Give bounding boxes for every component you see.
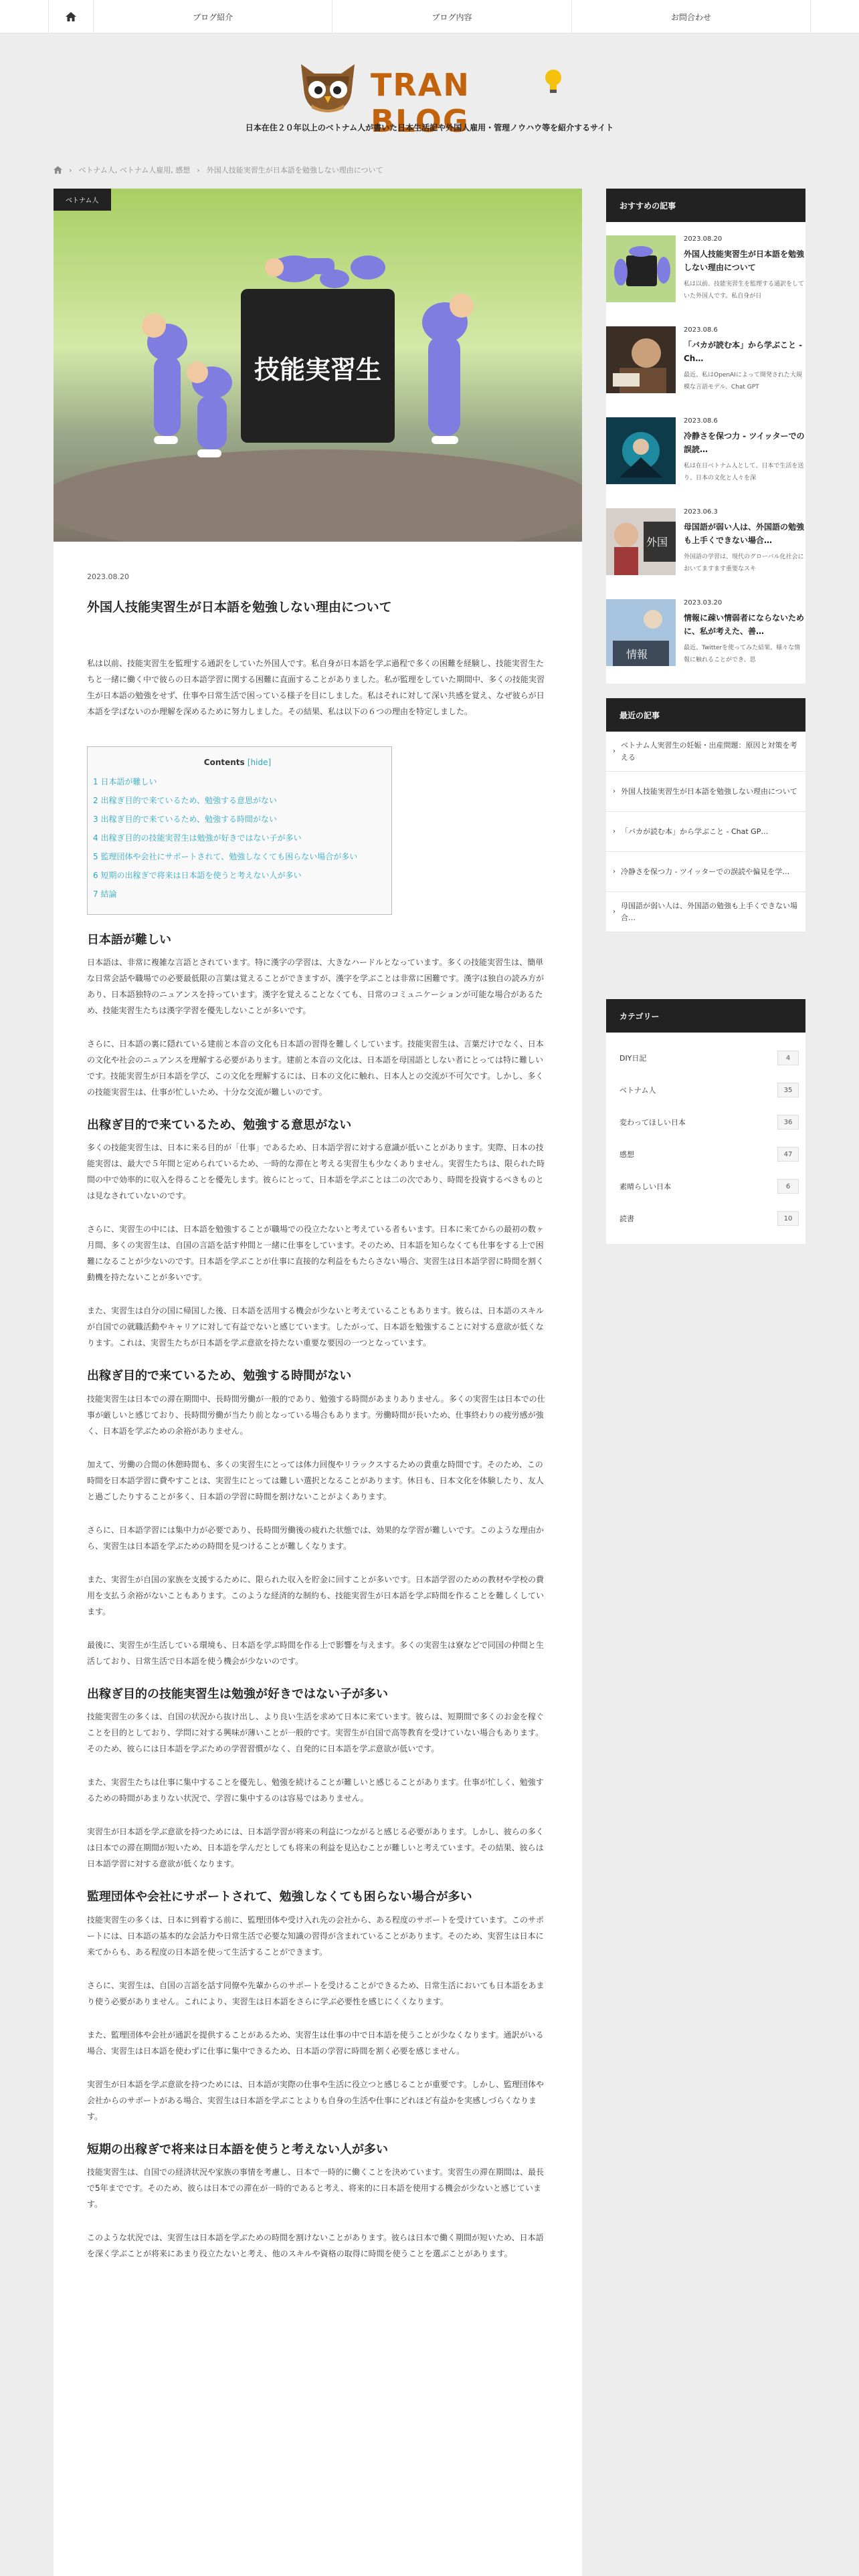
article-section-5: [87, 1889, 549, 2124]
recent-post-link[interactable]: [606, 892, 805, 932]
category-name: DIY日記: [619, 1054, 647, 1063]
article-title: 外国人技能実習生が日本語を勉強しない理由について: [87, 600, 392, 615]
category-count: 47: [777, 1147, 799, 1162]
section-heading: 短期の出稼ぎで将来は日本語を使うと考えない人が多い: [87, 2142, 388, 2157]
category-link[interactable]: [606, 1074, 805, 1106]
recommended-excerpt: 私は以前、技能実習生を監理する通訳をしていた外国人です。私自身が日: [684, 281, 805, 300]
section-paragraph: 実習生が日本語を学ぶ意欲を持つためには、日本語が実際の仕事や生活に役立つと感じることが重要です。しかし、監理団体や会社からのサポートがある場合、実習生は日本語を学ぶことよりも自身の生活や仕事にどれほど有益かを実感しづらくなります。: [87, 2079, 545, 2121]
sidebar-categories: [606, 999, 805, 1244]
recommended-item[interactable]: [606, 235, 805, 302]
category-count: 10: [777, 1211, 799, 1226]
sidebar-recent: [606, 698, 805, 932]
lightbulb-icon: [545, 68, 562, 95]
article-body: [87, 572, 549, 2279]
recent-post-title: 「バカが読む本」から学ぶこと - Chat GP…: [621, 827, 769, 836]
article-section-3: [87, 1368, 549, 1669]
section-paragraph: 実習生が日本語を学ぶ意欲を持つためには、日本語学習が将来の利益につながると感じる必要があります。しかし、彼らの多くは日本での滞在期間が短いため、日本語を学んだとしても将来の利益を見込むことが難しいと考えています。その結果、彼らは日本語学習に対する意欲が低くなります。: [87, 1827, 544, 1869]
recent-post-link[interactable]: [606, 812, 805, 852]
nav-home-button[interactable]: [48, 0, 94, 33]
recommended-item[interactable]: [606, 508, 805, 575]
toc-item[interactable]: 4 出稼ぎ目的の技能実習生は勉強が好きではない子が多い: [93, 833, 302, 843]
site-tagline: 日本在住２０年以上のベトナム人が書いた日本生活記や外国人雇用・管理ノウハウ等を紹介するサイト: [245, 123, 614, 132]
article-section-1: [87, 932, 549, 1100]
article-date: 2023.08.20: [87, 572, 129, 581]
recommended-date: 2023.08.6: [684, 326, 718, 334]
section-paragraph: また、実習生は自分の国に帰国した後、日本語を活用する機会が少ないと考えていることもあります。彼らは、日本語のスキルが自国での就職活動やキャリアに対して有益でないと感じています。したがって、日本語を勉強することに対する意欲が低くなります。これは、実習生たちが日本語を学ぶ意欲を持たない重要な要因の一つとなっています。: [87, 1306, 544, 1348]
owl-logo-icon: [297, 62, 359, 115]
category-link[interactable]: [606, 1138, 805, 1170]
article-section-2: [87, 1117, 549, 1351]
thumbnail-image: [606, 508, 676, 575]
recent-post-link[interactable]: [606, 772, 805, 812]
svg-text:外国: 外国: [646, 536, 668, 548]
breadcrumb: [54, 165, 383, 175]
toc-item[interactable]: 2 出稼ぎ目的で来ているため、勉強する意思がない: [93, 795, 277, 805]
nav-item-blog-intro[interactable]: ブログ紹介: [94, 0, 332, 33]
chevron-right-icon: ›: [613, 747, 615, 755]
category-link[interactable]: [606, 1170, 805, 1202]
category-link[interactable]: [606, 1042, 805, 1074]
thumbnail-image: [606, 417, 676, 484]
toc-item[interactable]: 5 監理団体や会社にサポートされて、勉強しなくても困らない場合が多い: [93, 851, 358, 861]
section-heading: 日本語が難しい: [87, 932, 171, 947]
thumbnail-image: [606, 235, 676, 302]
toc-hide-link[interactable]: [hide]: [247, 757, 272, 767]
recommended-title[interactable]: 外国人技能実習生が日本語を勉強しない理由について: [684, 249, 805, 272]
category-name: 感想: [619, 1150, 634, 1159]
thumbnail-image: [606, 599, 676, 666]
nav-item-blog-content[interactable]: ブログ内容: [332, 0, 571, 33]
category-count: 6: [777, 1179, 799, 1194]
category-name: 素晴らしい日本: [619, 1182, 671, 1191]
table-of-contents: [87, 746, 392, 915]
chevron-right-icon: ›: [613, 787, 615, 795]
section-paragraph: 技能実習生の多くは、日本に到着する前に、監理団体や受け入れ先の会社から、ある程度のサポートを受けています。このサポートには、日本語の基本的な会話力や日常生活で必要な知識の習得が含まれていることがあります。そのため、実習生は日本に来てからも、ある程度の日本語を使って生活することができます。: [87, 1915, 545, 1957]
section-paragraph: さらに、実習生の中には、日本語を勉強することが職場での役立たないと考えている者もいます。日本に来てからの最初の数ヶ月間、多くの実習生は、自国の言語を話す仲間と一緒に仕事をしています。そのため、日本語を知らなくても仕事をする上で困難になることが少ないのです。日本語を学ぶことが仕事に直接的な利益をもたらさない場合、実習生は日本語学習に時間を割く動機を持たないことが多いです。: [87, 1224, 545, 1283]
svg-text:情報: 情報: [626, 648, 648, 661]
section-heading: 出稼ぎ目的の技能実習生は勉強が好きではない子が多い: [87, 1687, 388, 1701]
recommended-date: 2023.08.6: [684, 417, 718, 425]
recommended-date: 2023.03.20: [684, 599, 723, 607]
section-paragraph: また、実習生たちは仕事に集中することを優先し、勉強を続けることが難しいと感じることがあります。仕事が忙しく、勉強するための時間があまりない状況で、学習に集中するのは容易ではありません。: [87, 1778, 544, 1804]
nav-item-contact[interactable]: お問合わせ: [572, 0, 811, 33]
breadcrumb-current: 外国人技能実習生が日本語を勉強しない理由について: [206, 166, 383, 175]
chevron-right-icon: ›: [613, 907, 615, 916]
recommended-item[interactable]: [606, 599, 805, 666]
category-name: 読書: [619, 1214, 634, 1223]
chevron-right-icon: ›: [197, 165, 200, 175]
section-heading: 出稼ぎ目的で来ているため、勉強する意思がない: [87, 1117, 352, 1132]
recent-post-title: 冷静さを保つ力 - ツイッターでの誤読や偏見を学…: [621, 867, 790, 876]
chevron-right-icon: ›: [613, 867, 615, 875]
category-count: 4: [777, 1051, 799, 1065]
recommended-date: 2023.08.20: [684, 235, 723, 243]
hero-image: [54, 189, 582, 542]
category-link[interactable]: [606, 1202, 805, 1235]
toc-item[interactable]: 1 日本語が難しい: [93, 776, 157, 786]
category-count: 36: [777, 1115, 799, 1130]
sidebar-recommended-title: おすすめの記事: [606, 189, 805, 222]
section-paragraph: また、実習生が自国の家族を支援するために、限られた収入を貯金に回すことが多いです。日本語学習のための教材や学校の費用を支払う余裕がないこともあります。このような経済的な制約も、技能実習生が日本語を学ぶ時間を作ることを難しくしています。: [87, 1574, 545, 1616]
recommended-excerpt: 最近、Twitterを使ってみた結果、様々な情報に触れることができ、思: [684, 645, 801, 663]
toc-item[interactable]: 7 結論: [93, 889, 117, 899]
recommended-item[interactable]: [606, 326, 805, 393]
category-name: 変わってほしい日本: [619, 1118, 686, 1127]
recent-post-title: 母国語が弱い人は、外国語の勉強も上手くできない場合…: [621, 901, 797, 922]
toc-title: Contents: [203, 757, 245, 767]
main-content: [54, 189, 582, 2576]
article-intro: 私は以前、技能実習生を監理する通訳をしていた外国人です。私自身が日本語を学ぶ過程で多くの困難を経験し、技能実習生たちと一緒に働く中で彼らの日本語学習に関する困難に直面することがありました。私が監理をしていた期間中、多くの技能実習生が日本語の勉強をせず、仕事や日常生活で困っている様子を目にしました。私はそれに対して深い共感を覚え、なぜ彼らが日本語を学ばないのか理解を深めるために努力しました。その結果、私は以下の６つの理由を特定しました。: [87, 658, 545, 716]
breadcrumb-categories[interactable]: ベトナム人, ベトナム人雇用, 感想: [78, 166, 191, 175]
home-icon[interactable]: [54, 166, 62, 174]
top-nav: [0, 0, 859, 33]
sidebar-recent-title: 最近の記事: [606, 698, 805, 732]
section-heading: 出稼ぎ目的で来ているため、勉強する時間がない: [87, 1369, 352, 1384]
article-section-6: [87, 2142, 549, 2262]
article-section-4: [87, 1687, 549, 1872]
sidebar-recommended: [606, 189, 805, 683]
section-paragraph: 最後に、実習生が生活している環境も、日本語を学ぶ時間を作る上で影響を与えます。多くの実習生は寮などで同国の仲間と生活しており、日常生活で日本語を使う機会が少ないのです。: [87, 1640, 545, 1666]
category-label[interactable]: ベトナム人: [54, 189, 111, 211]
recent-post-title: 外国人技能実習生が日本語を勉強しない理由について: [621, 786, 797, 796]
section-paragraph: 日本語は、非常に複雑な言語とされています。特に漢字の学習は、大きなハードルとなっています。多くの技能実習生は、簡単な日常会話や職場での必要最低限の言葉は覚えることができますが、漢字を学ぶことは非常に困難です。漢字は独自の読み方があり、日本語独特のニュアンスを持っています。漢字を覚えることなくても、日常のコミュニケーションが可能な場合があるため、技能実習生たちは漢字学習を優先しないことが多いです。: [87, 957, 545, 1015]
home-icon: [66, 12, 76, 21]
section-paragraph: 技能実習生は、自国での経済状況や家族の事情を考慮し、日本で一時的に働くことを決めています。実習生の滞在期間は、最長で5年までです。そのため、彼らは日本での滞在が一時的であると考え、将来的に日本語を使用する機会が少ないと感じています。: [87, 2167, 545, 2209]
section-paragraph: さらに、実習生は、自国の言語を話す同僚や先輩からのサポートを受けることができるため、日常生活においても日本語をあまり使う必要がありません。これにより、実習生は日本語をさらに学ぶ必要性を感じにくくなります。: [87, 1980, 545, 2006]
recommended-excerpt: 外国語の学習は、現代のグローバル化社会においてますます重要なスキ: [684, 554, 804, 572]
recommended-title[interactable]: 冷静さを保つ力 - ツイッターでの誤読…: [684, 431, 805, 454]
toc-item[interactable]: 3 出稼ぎ目的で来ているため、勉強する時間がない: [93, 814, 277, 824]
sidebar-categories-title: カテゴリー: [606, 999, 805, 1033]
category-count: 35: [777, 1083, 799, 1097]
section-paragraph: 多くの技能実習生は、日本に来る目的が「仕事」であるため、日本語学習に対する意識が低いことがあります。実際、日本の技能実習は、最大で５年間と定められているため、一時的な滞在と考える実習生も少なくありません。実習生たちは、限られた時間の中で効率的に収入を得ることを優先します。彼らにとって、日本語を学ぶことは二の次であり、時間を投資するべきものとは見なされていないのです。: [87, 1143, 545, 1201]
section-paragraph: また、監理団体や会社が通訳を提供することがあるため、実習生は仕事の中で日本語を使うことが少なくなります。通訳がいる場合、実習生は日本語を使わずに仕事に集中できるため、日本語の学習に時間を割く必要を感じません。: [87, 2030, 544, 2056]
recent-post-link[interactable]: [606, 852, 805, 892]
recommended-item[interactable]: [606, 417, 805, 484]
toc-header: [93, 758, 382, 767]
recommended-title[interactable]: 「バカが読む本」から学ぶこと - Ch…: [684, 340, 803, 363]
recommended-excerpt: 最近、私はOpenAIによって開発された大規模な言語モデル、Chat GPT: [684, 372, 802, 391]
section-heading: 監理団体や会社にサポートされて、勉強しなくても困らない場合が多い: [87, 1890, 472, 1905]
section-paragraph: 技能実習生の多くは、自国の状況から抜け出し、より良い生活を求めて日本に来ています。彼らは、短期間で多くのお金を稼ぐことを目的としており、学問に対する興味が薄いことが一般的です。実習生が自国で高等教育を受けていない場合もあります。そのため、彼らには日本語を学ぶための学習習慣がなく、自発的に日本語を学ぶ意欲が低いです。: [87, 1712, 545, 1754]
recommended-title[interactable]: 情報に疎い情弱者にならないために、私が考えた、善…: [684, 613, 805, 636]
recommended-title[interactable]: 母国語が弱い人は、外国語の勉強も上手くできない場合…: [684, 522, 805, 545]
chevron-right-icon: ›: [69, 165, 72, 175]
category-name: ベトナム人: [619, 1086, 656, 1095]
section-paragraph: さらに、日本語の裏に隠れている建前と本音の文化も日本語の習得を難しくしています。技能実習生は、言葉だけでなく、日本の文化や社会のニュアンスを理解する必要があります。建前と本音の文化は、日本語を母国語としない者にとっては特に難しいです。技能実習生が日本語を学び、この文化を理解するには、日本の文化に触れ、日本人との交流が不可欠です。しかし、多くの技能実習生は、仕事が忙しいため、十分な交流が難しいのです。: [87, 1039, 544, 1097]
category-link[interactable]: [606, 1106, 805, 1138]
thumbnail-image: [606, 326, 676, 393]
chevron-right-icon: ›: [613, 827, 615, 835]
section-paragraph: さらに、日本語学習には集中力が必要であり、長時間労働後の疲れた状態では、効果的な学習が難しいです。このような理由から、実習生は日本語を学ぶための時間を見つけることが難しくなります。: [87, 1525, 545, 1551]
recommended-date: 2023.06.3: [684, 508, 718, 516]
recommended-excerpt: 私は在日ベトナム人として、日本で生活を送り、日本の文化と人々を深: [684, 463, 804, 481]
recent-post-link[interactable]: [606, 732, 805, 772]
section-paragraph: 加えて、労働の合間の休憩時間も、多くの実習生にとっては体力回復やリラックスするための貴重な時間です。そのため、この時間を日本語学習に費やすことは、実習生にとっては難しい選択となることがあります。休日も、日本文化を体験したり、友人と過ごしたりすることが多く、日本語の学習に時間を割けないことがよくあります。: [87, 1459, 544, 1501]
recent-post-title: ベトナム人実習生の妊娠・出産問題：原因と対策を考える: [621, 740, 797, 762]
section-paragraph: このような状況では、実習生は日本語を学ぶための時間を割けないことがあります。彼らは日本で働く期間が短いため、日本語を深く学ぶことが将来にあまり役立たないと考え、他のスキルや資格の取得に時間を使うことを選ぶことがあります。: [87, 2232, 544, 2258]
site-logo-text: TRAN BLOG: [371, 67, 470, 139]
hero-sign-text: 技能実習生: [254, 355, 381, 385]
toc-item[interactable]: 6 短期の出稼ぎで将来は日本語を使うと考えない人が多い: [93, 870, 302, 880]
section-paragraph: 技能実習生は日本での滞在期間中、長時間労働が一般的であり、勉強する時間があまりありません。多くの実習生は日本での仕事が厳しいと感じており、長時間労働が当たり前となっている場合もあります。労働時間が長いため、仕事終わりの疲労感が強く、日本語を学ぶための余裕がありません。: [87, 1394, 545, 1436]
